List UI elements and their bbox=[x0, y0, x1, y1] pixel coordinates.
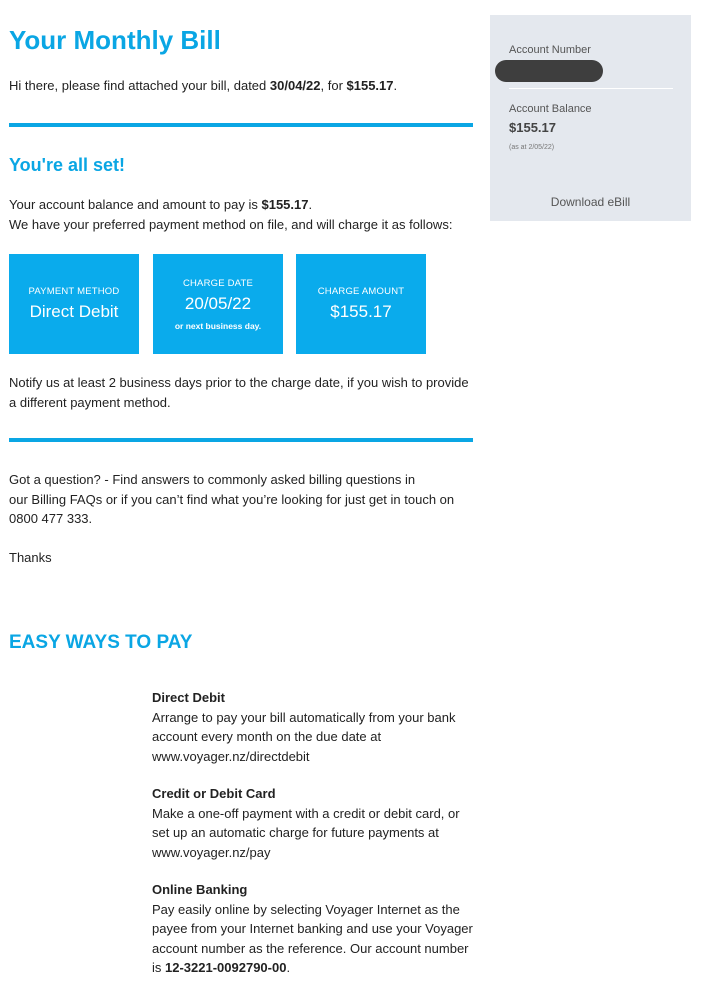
account-number-label: Account Number bbox=[509, 44, 591, 56]
charge-date-label: CHARGE DATE bbox=[182, 277, 254, 289]
charge-amount-label: CHARGE AMOUNT bbox=[317, 285, 405, 297]
bill-date: 30/04/22 bbox=[269, 78, 321, 93]
account-balance-value: $155.17 bbox=[509, 120, 556, 135]
easy-ways-heading: EASY WAYS TO PAY bbox=[9, 632, 193, 653]
voyager-account-number: 12-3221-0092790-00 bbox=[165, 960, 287, 975]
payment-method-box bbox=[9, 254, 139, 354]
charge-amount-value: $155.17 bbox=[330, 301, 392, 321]
notify-text: Notify us at least 2 business days prior to the charge date, if you wish to provide a different payment method. bbox=[9, 375, 469, 410]
thanks-text: Thanks bbox=[9, 550, 52, 565]
divider bbox=[9, 123, 473, 127]
pay-option-online-banking: Online Banking Pay easily online by selecting Voyager Internet as the payee from your Internet banking and use your Voyager account number as the reference. Our account number is 12-3221-0092790-00. bbox=[152, 882, 473, 975]
account-summary-panel bbox=[490, 15, 691, 221]
direct-debit-link[interactable]: www.voyager.nz/directdebit bbox=[152, 748, 310, 764]
intro-text: Hi there, please find attached your bill, dated 30/04/22, for $155.17. bbox=[9, 78, 398, 93]
payment-method-value: Direct Debit bbox=[29, 301, 119, 321]
charge-amount-box bbox=[296, 254, 426, 354]
pay-link[interactable]: www.voyager.nz/pay bbox=[152, 844, 271, 860]
pay-option-direct-debit: Direct Debit Arrange to pay your bill automatically from your bank account every month on the due date at www.voyager.nz/directdebit bbox=[152, 688, 482, 766]
page-title: Your Monthly Bill bbox=[9, 25, 221, 55]
balance-text: Your account balance and amount to pay is $155.17. We have your preferred payment method on file, and will charge it as follows: bbox=[9, 197, 453, 232]
divider bbox=[9, 438, 473, 442]
pay-option-card: Credit or Debit Card Make a one-off payment with a credit or debit card, or set up an automatic charge for future payments at www.voyager.nz/pay bbox=[152, 784, 482, 862]
charge-date-box bbox=[153, 254, 283, 354]
all-set-heading: You're all set! bbox=[9, 155, 125, 175]
balance-amount: $155.17 bbox=[261, 197, 309, 212]
payment-method-label: PAYMENT METHOD bbox=[28, 285, 120, 297]
redacted-account-number bbox=[495, 60, 603, 82]
bill-amount: $155.17 bbox=[346, 78, 394, 93]
balance-as-at: (as at 2/05/22) bbox=[509, 144, 555, 151]
question-text: Got a question? - Find answers to commonly asked billing questions in our Billing FAQs or if you can’t find what you’re looking for just get in touch on 0800 477 333. bbox=[9, 472, 455, 526]
account-balance-label: Account Balance bbox=[509, 103, 592, 115]
divider bbox=[509, 88, 673, 89]
download-ebill-link[interactable]: Download eBill bbox=[550, 195, 631, 209]
charge-date-note: or next business day. bbox=[174, 320, 262, 331]
charge-date-value: 20/05/22 bbox=[184, 293, 252, 313]
